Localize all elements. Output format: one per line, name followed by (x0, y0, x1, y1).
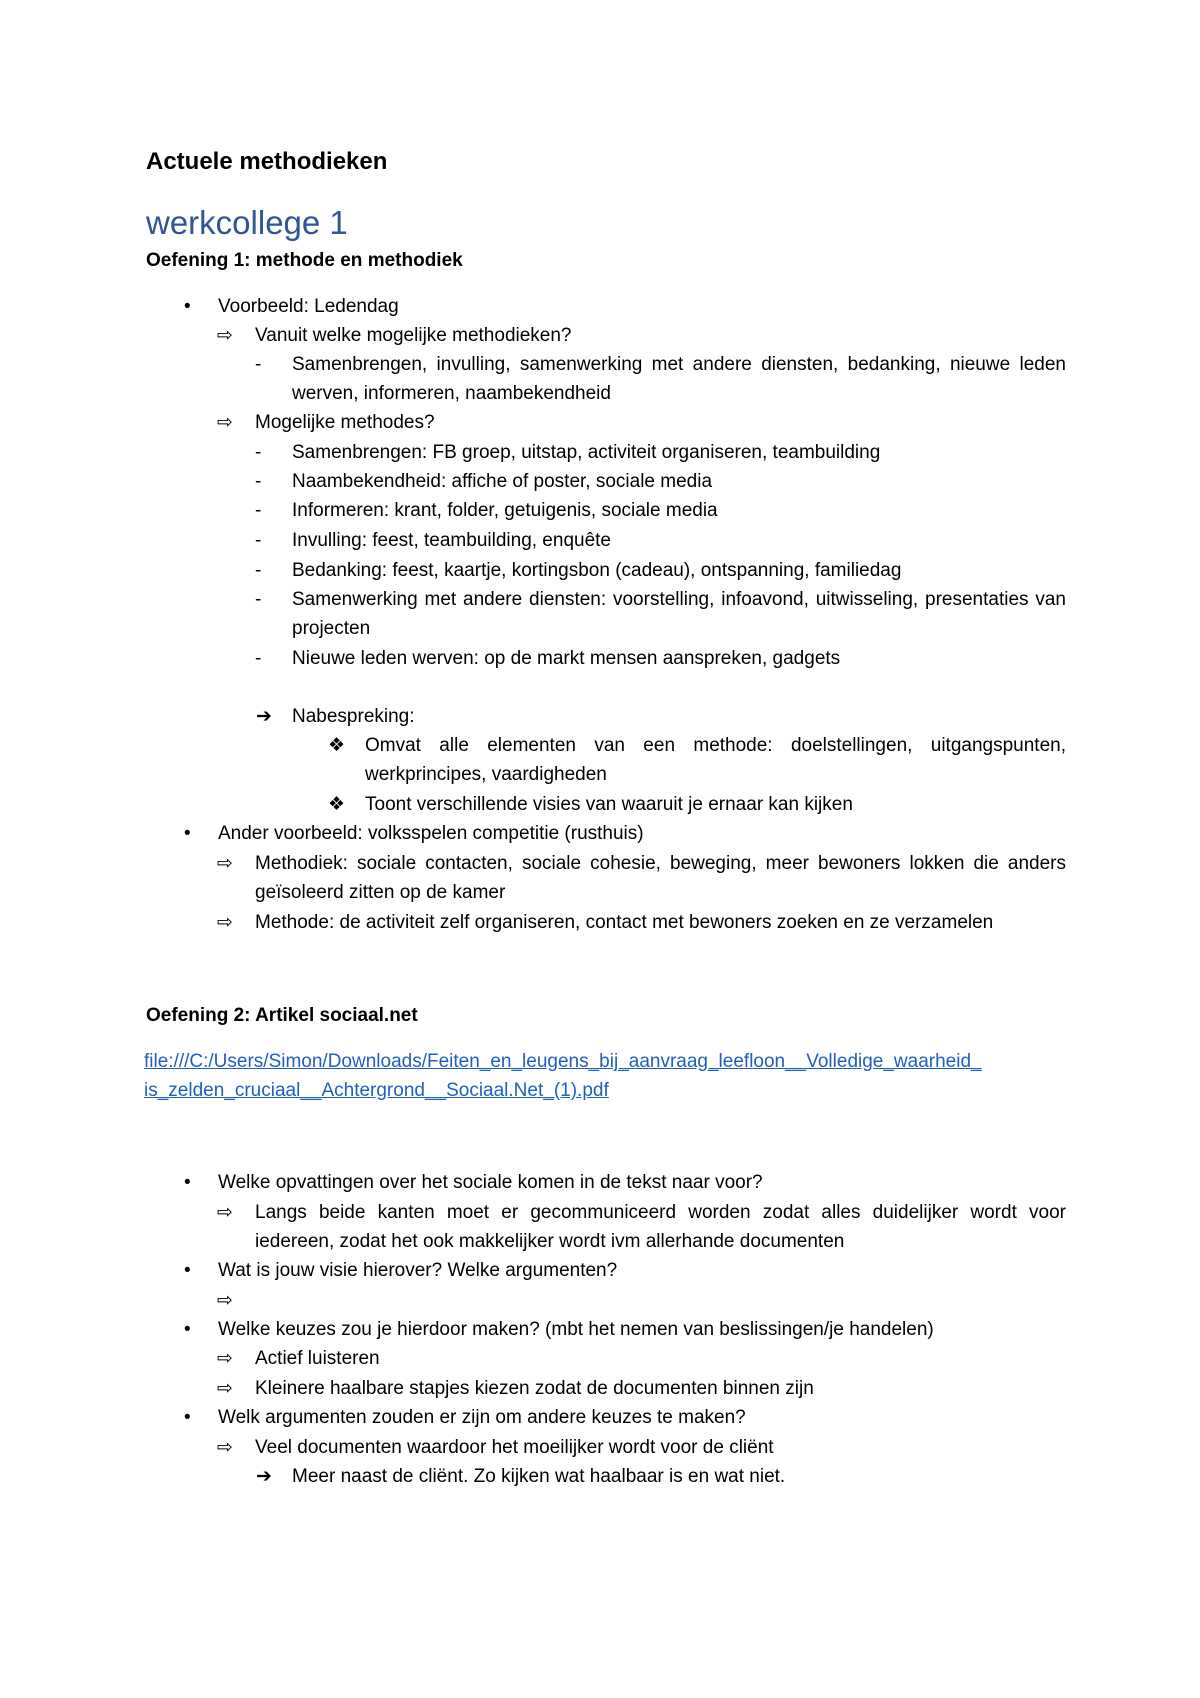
bullet-marker: • (184, 823, 191, 844)
bullet-marker: • (184, 1319, 191, 1340)
hollow-arrow-icon: ⇨ (217, 1437, 233, 1458)
diamond-icon: ❖ (328, 794, 346, 815)
hollow-arrow-icon: ⇨ (217, 1202, 233, 1223)
ex2-question-3: Welke keuzes zou je hierdoor maken? (mbt het nemen van beslissingen/je handelen) (218, 1319, 934, 1340)
ex1-method-3: Informeren: krant, folder, getuigenis, sociale media (292, 500, 718, 521)
hollow-arrow-icon: ⇨ (217, 412, 233, 433)
ex2-question-4-sub-answer: Meer naast de cliënt. Zo kijken wat haalbaar is en wat niet. (292, 1466, 786, 1487)
ex1-arrow-2: Mogelijke methodes? (255, 412, 435, 433)
arrow-icon: ➔ (256, 706, 272, 727)
ex1-method-2: Naambekendheid: affiche of poster, sociale media (292, 471, 713, 492)
dash-marker: - (255, 560, 262, 581)
ex1-method-1: Samenbrengen: FB groep, uitstap, activiteit organiseren, teambuilding (292, 442, 881, 463)
ex1-bullet-2-arrow-2: Methode: de activiteit zelf organiseren, contact met bewoners zoeken en ze verzamelen (255, 912, 994, 933)
ex1-bullet-1: Voorbeeld: Ledendag (218, 296, 399, 317)
bullet-marker: • (184, 296, 191, 317)
dash-marker: - (255, 442, 262, 463)
dash-marker: - (255, 354, 262, 375)
ex2-question-1-answer: Langs beide kanten moet er gecommuniceerd worden zodat alles duidelijker wordt voor iedereen, zodat het ook makkelijker wordt ivm allerhande documenten (255, 1202, 1066, 1252)
ex1-dash-1: Samenbrengen, invulling, samenwerking met andere diensten, bedanking, nieuwe leden werven, informeren, naambekendheid (292, 354, 1066, 404)
nabespreking-label: Nabespreking: (292, 706, 415, 727)
dash-marker: - (255, 530, 262, 551)
ex2-question-3-answer-1: Actief luisteren (255, 1348, 380, 1369)
article-link-line-2[interactable]: is_zelden_cruciaal__Achtergrond__Sociaal.Net_(1).pdf (144, 1080, 609, 1101)
diamond-icon: ❖ (328, 735, 346, 756)
ex1-bullet-2: Ander voorbeeld: volksspelen competitie (rusthuis) (218, 823, 644, 844)
ex1-method-7: Nieuwe leden werven: op de markt mensen aanspreken, gadgets (292, 648, 841, 669)
nabespreking-point-1: Omvat alle elementen van een methode: doelstellingen, uitgangspunten, werkprincipes, vaardigheden (365, 735, 1066, 785)
dash-marker: - (255, 589, 262, 610)
hollow-arrow-icon: ⇨ (217, 325, 233, 346)
dash-marker: - (255, 471, 262, 492)
exercise-1-heading: Oefening 1: methode en methodiek (146, 250, 463, 271)
document-title: Actuele methodieken (146, 148, 388, 175)
ex1-method-5: Bedanking: feest, kaartje, kortingsbon (cadeau), ontspanning, familiedag (292, 560, 902, 581)
dash-marker: - (255, 500, 262, 521)
ex2-question-2: Wat is jouw visie hierover? Welke argumenten? (218, 1260, 618, 1281)
hollow-arrow-icon: ⇨ (217, 1378, 233, 1399)
dash-marker: - (255, 648, 262, 669)
article-link-line-1[interactable]: file:///C:/Users/Simon/Downloads/Feiten_en_leugens_bij_aanvraag_leefloon__Volledige_waarheid_ (144, 1051, 982, 1072)
bullet-marker: • (184, 1172, 191, 1193)
ex2-question-1: Welke opvattingen over het sociale komen in de tekst naar voor? (218, 1172, 763, 1193)
hollow-arrow-icon: ⇨ (217, 853, 233, 874)
ex2-question-4-answer-1: Veel documenten waardoor het moeilijker wordt voor de cliënt (255, 1437, 774, 1458)
section-heading: werkcollege 1 (146, 204, 348, 241)
hollow-arrow-icon: ⇨ (217, 1290, 233, 1311)
ex2-question-3-answer-2: Kleinere haalbare stapjes kiezen zodat de documenten binnen zijn (255, 1378, 814, 1399)
arrow-icon: ➔ (256, 1466, 272, 1487)
hollow-arrow-icon: ⇨ (217, 1348, 233, 1369)
ex1-bullet-2-arrow-1: Methodiek: sociale contacten, sociale cohesie, beweging, meer bewoners lokken die anders geïsoleerd zitten op de kamer (255, 853, 1066, 903)
nabespreking-point-2: Toont verschillende visies van waaruit je ernaar kan kijken (365, 794, 853, 815)
bullet-marker: • (184, 1407, 191, 1428)
ex1-method-4: Invulling: feest, teambuilding, enquête (292, 530, 611, 551)
bullet-marker: • (184, 1260, 191, 1281)
hollow-arrow-icon: ⇨ (217, 912, 233, 933)
ex2-question-4: Welk argumenten zouden er zijn om andere keuzes te maken? (218, 1407, 746, 1428)
ex1-method-6: Samenwerking met andere diensten: voorstelling, infoavond, uitwisseling, presentaties van projecten (292, 589, 1066, 639)
ex1-arrow-1: Vanuit welke mogelijke methodieken? (255, 325, 572, 346)
exercise-2-heading: Oefening 2: Artikel sociaal.net (146, 1005, 418, 1026)
